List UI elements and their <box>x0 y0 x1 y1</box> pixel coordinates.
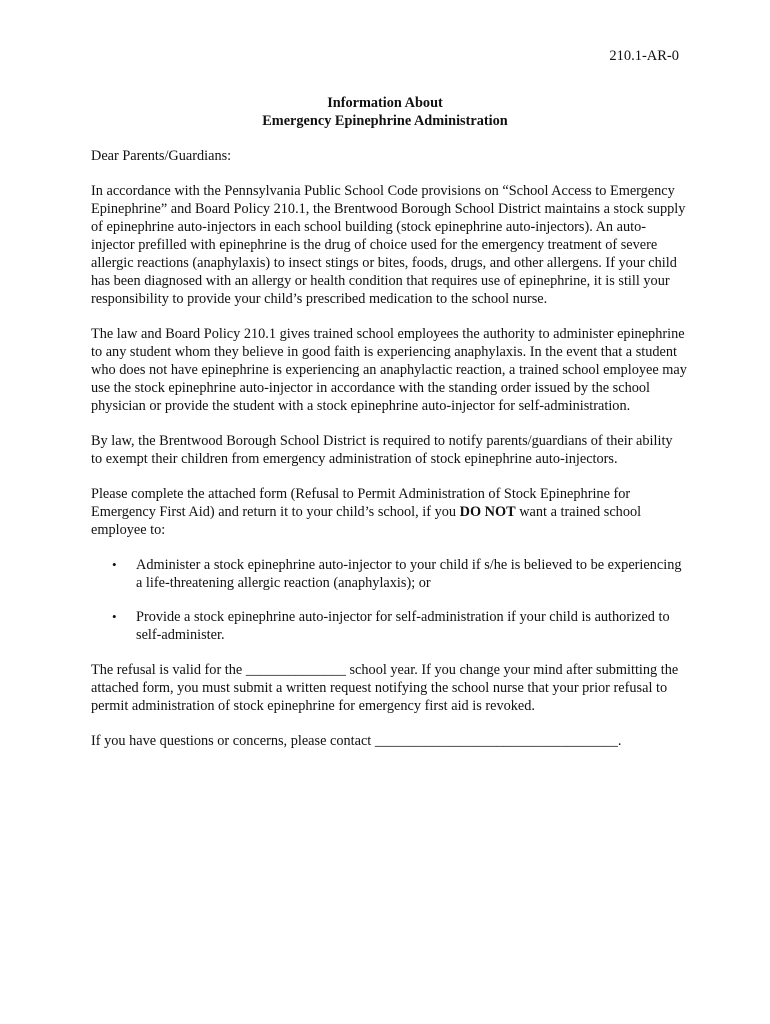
title-line-1: Information About <box>327 95 443 111</box>
letter-body <box>91 147 687 767</box>
paragraph-contact: If you have questions or concerns, please contact __________________________________. <box>91 733 622 749</box>
title-line-2: Emergency Epinephrine Administration <box>262 113 508 129</box>
refusal-instructions-text-end: want a trained school employee to: <box>91 504 642 538</box>
bullet-icon: • <box>112 557 117 572</box>
paragraph-refusal-validity: The refusal is valid for the ______________ school year. If you change your mind after submitting the attached form, you must submit a written request notifying the school nurse that your prior refusal to permit administration of stock epinephrine for emergency first aid is revoked. <box>91 662 679 714</box>
document-code: 210.1-AR-0 <box>609 48 679 64</box>
document-title <box>0 94 770 130</box>
paragraph-employee-authority: The law and Board Policy 210.1 gives trained school employees the authority to administer epinephrine to any student whom they believe in good faith is experiencing anaphylaxis. In the event that a student who does not have epinephrine is experiencing an anaphylactic reaction, a trained school employee may use the stock epinephrine auto-injector in accordance with the standing order issued by the school physician or provide the student with a stock epinephrine auto-injector for self-administration. <box>91 326 687 414</box>
paragraph-notification: By law, the Brentwood Borough School District is required to notify parents/guardians of their ability to exempt their children from emergency administration of stock epinephrine auto-injectors. <box>91 433 673 467</box>
refusal-options-list <box>91 556 687 644</box>
list-item <box>91 608 687 644</box>
paragraph-policy-intro: In accordance with the Pennsylvania Public School Code provisions on “School Access to Emergency Epinephrine” and Board Policy 210.1, the Brentwood Borough School District maintains a stock supply of epinephrine auto-injectors in each school building (stock epinephrine auto-injectors). An auto-injector prefilled with epinephrine is the drug of choice used for the emergency treatment of severe allergic reactions (anaphylaxis) to insect stings or bites, foods, drugs, and other allergens. If your child has been diagnosed with an allergy or health condition that requires use of epinephrine, it is still your responsibility to provide your child’s prescribed medication to the school nurse. <box>91 183 686 307</box>
list-item-text: Administer a stock epinephrine auto-injector to your child if s/he is believed to be experiencing a life-threatening allergic reaction (anaphylaxis); or <box>136 557 682 591</box>
list-item-text: Provide a stock epinephrine auto-injector for self-administration if your child is authorized to self-administer. <box>136 609 670 643</box>
do-not-emphasis: DO NOT <box>459 504 516 520</box>
salutation: Dear Parents/Guardians: <box>91 148 232 164</box>
bullet-icon: • <box>112 609 117 624</box>
refusal-instructions-text: Please complete the attached form (Refusal to Permit Administration of Stock Epinephrine for Emergency First Aid) and return it to your child’s school, if you <box>91 486 631 520</box>
paragraph-refusal-instructions <box>91 485 687 539</box>
list-item <box>91 556 687 592</box>
